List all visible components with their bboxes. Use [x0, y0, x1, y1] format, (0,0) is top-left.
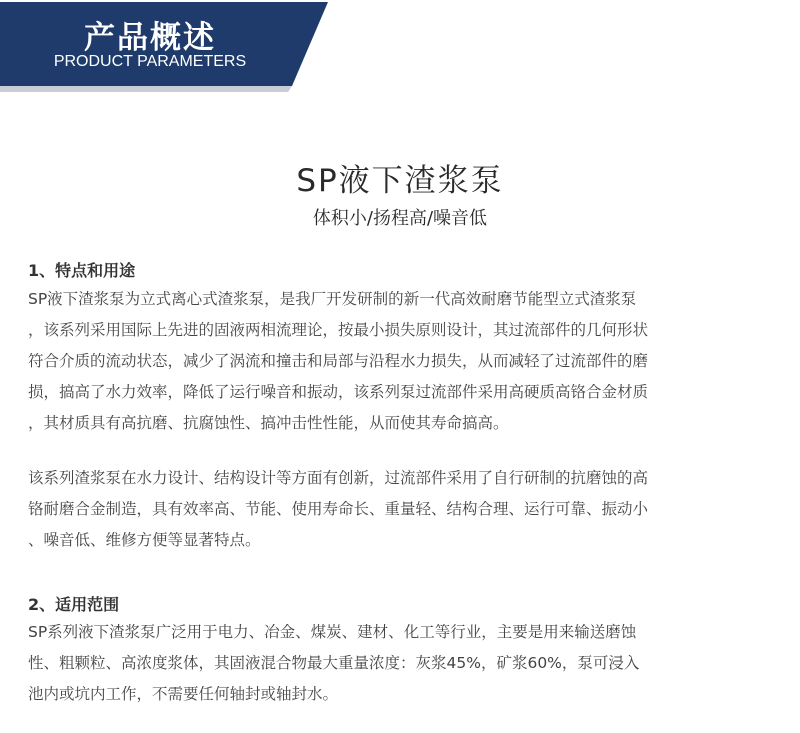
text-line: 铬耐磨合金制造，具有效率高、节能、使用寿命长、重量轻、结构合理、运行可靠、振动小: [28, 500, 649, 518]
text-line: SP系列液下渣浆泵广泛用于电力、冶金、煤炭、建材、化工等行业，主要是用来输送磨蚀: [28, 623, 637, 641]
text-line: 性、粗颗粒、高浓度浆体，其固液混合物最大重量浓度：灰浆45%，矿浆60%，泵可浸入: [28, 654, 640, 672]
banner-title-chinese: 产品概述: [84, 20, 216, 56]
text-line: SP液下渣浆泵为立式离心式渣浆泵，是我厂开发研制的新一代高效耐磨节能型立式渣浆泵: [28, 290, 637, 308]
text-line: 、噪音低、维修方便等显著特点。: [28, 531, 261, 549]
text-line: 该系列渣浆泵在水力设计、结构设计等方面有创新，过流部件采用了自行研制的抗磨蚀的高: [28, 469, 649, 487]
features-paragraph-2: [28, 463, 776, 556]
text-line: 符合介质的流动状态，减少了涡流和撞击和局部与沿程水力损失，从而减轻了过流部件的磨: [28, 352, 649, 370]
section-banner: [0, 0, 340, 92]
text-line: 损，搞高了水力效率，降低了运行噪音和振动，该系列泵过流部件采用高硬质高铬合金材质: [28, 383, 649, 401]
features-paragraph-1: [28, 284, 776, 439]
banner-title-english: PRODUCT PARAMETERS: [53, 53, 247, 70]
section-heading-features: 1、特点和用途: [28, 261, 136, 280]
section-heading-applications: 2、适用范围: [28, 595, 120, 614]
text-line: 池内或坑内工作，不需要任何轴封或轴封水。: [28, 685, 339, 703]
product-subtitle: 体积小/扬程高/噪音低: [312, 208, 488, 229]
product-title: SP液下渣浆泵: [296, 163, 504, 199]
banner-shadow: [0, 86, 292, 92]
text-line: ，该系列采用国际上先进的固液两相流理论，按最小损失原则设计，其过流部件的几何形状: [28, 321, 649, 339]
text-line: ，其材质具有高抗磨、抗腐蚀性、搞冲击性性能，从而使其寿命搞高。: [28, 414, 509, 432]
applications-paragraph: [28, 617, 776, 710]
